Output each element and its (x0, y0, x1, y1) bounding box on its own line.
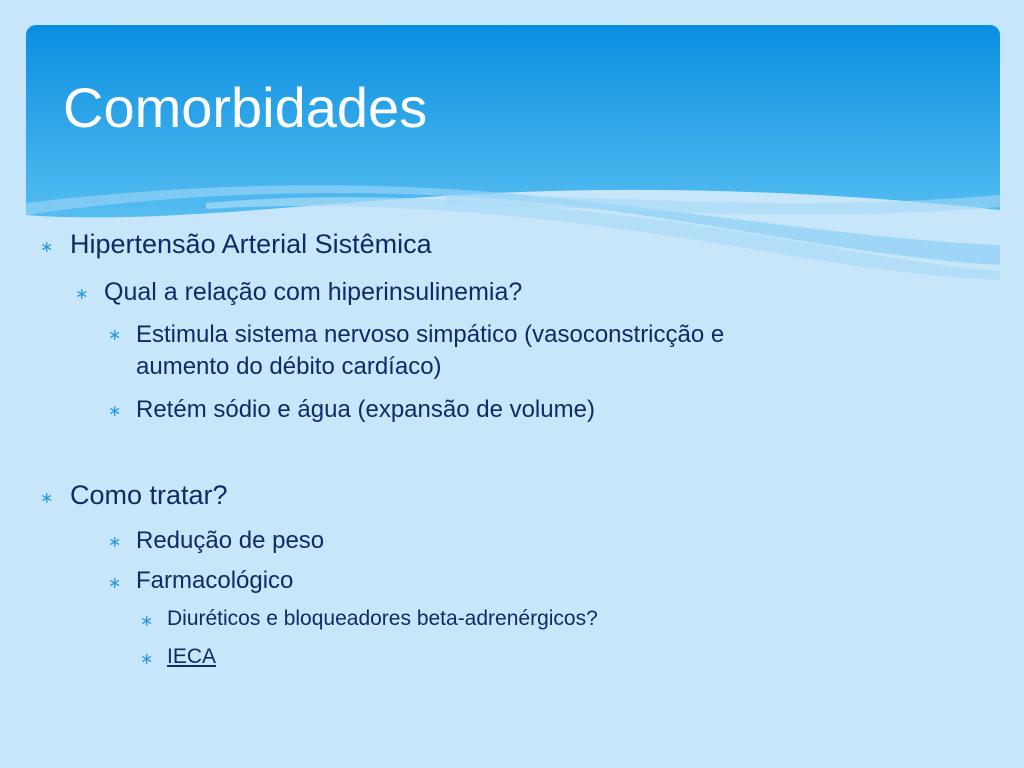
bullet-reducao-peso: Redução de peso (136, 527, 325, 554)
ieca-link[interactable]: IECA (167, 645, 217, 668)
bullet-retem-sodio: Retém sódio e água (expansão de volume) (136, 396, 595, 423)
bullet-farmacologico: Farmacológico (136, 567, 294, 594)
bullet-relacao-hiperinsulinemia: Qual a relação com hiperinsulinemia? (104, 278, 523, 306)
bullet-diureticos: Diuréticos e bloqueadores beta-adrenérgicos? (167, 607, 598, 630)
bullet-star-icon: ∗ (108, 403, 122, 420)
slide-title: Comorbidades (63, 76, 428, 139)
bullet-hipertensao: Hipertensão Arterial Sistêmica (70, 229, 432, 259)
bullet-star-icon: ∗ (40, 490, 54, 507)
bullet-estimula-snp (136, 319, 724, 383)
bullet-estimula-snp-line1: Estimula sistema nervoso simpático (vasoconstricção e (136, 321, 725, 348)
bullet-star-icon: ∗ (140, 651, 154, 668)
bullet-star-icon: ∗ (108, 534, 122, 551)
bullet-star-icon: ∗ (75, 286, 89, 303)
bullet-star-icon: ∗ (140, 613, 154, 630)
bullet-star-icon: ∗ (40, 239, 54, 256)
bullet-estimula-snp-line2: aumento do débito cardíaco) (136, 353, 442, 380)
bullet-star-icon: ∗ (108, 327, 122, 344)
bullet-star-icon: ∗ (108, 575, 122, 592)
bullet-como-tratar: Como tratar? (70, 480, 228, 510)
